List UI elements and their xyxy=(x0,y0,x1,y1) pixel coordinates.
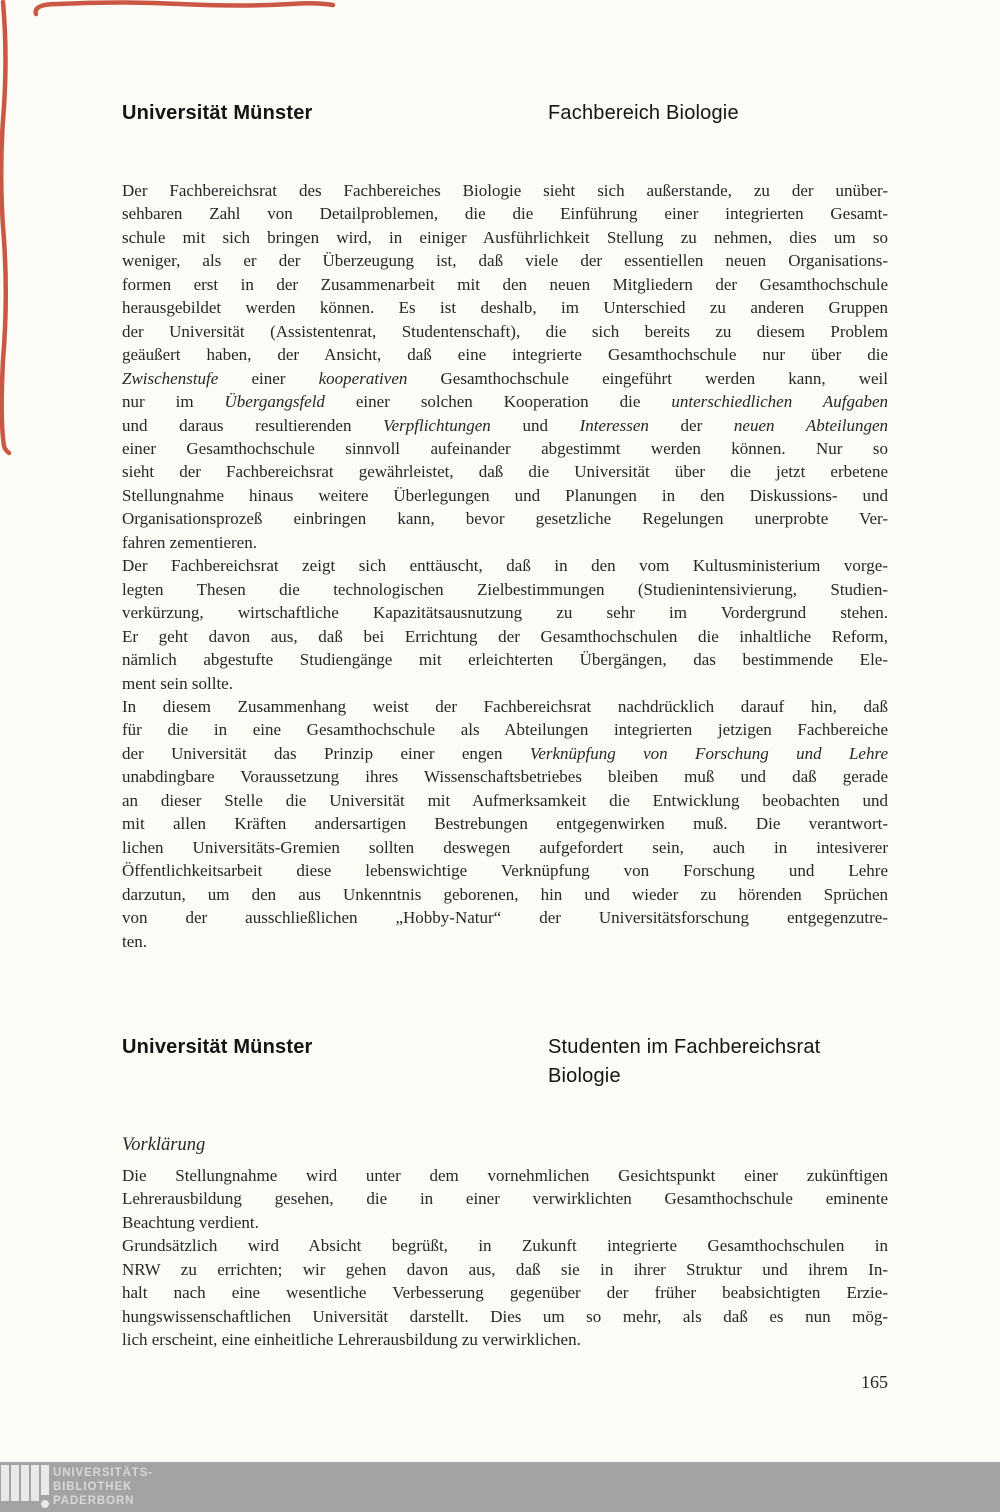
text-line: formen erst in der Zusammenarbeit mit den neuen Mitgliedern der Gesamthochschule xyxy=(122,274,888,294)
text-line: Er geht davon aus, daß bei Errichtung der Gesamthochschulen die inhaltliche Reform, xyxy=(122,626,888,646)
text-line: Lehrerausbildung gesehen, die in einer verwirklichten Gesamthochschule eminente xyxy=(122,1189,888,1209)
text-line: für die in eine Gesamthochschule als Abteilungen integrierten jetzigen Fachbereiche xyxy=(122,720,888,740)
library-logo-icon xyxy=(0,1462,50,1512)
section1-heading-right: Fachbereich Biologie xyxy=(548,102,739,124)
section2-heading-right xyxy=(548,1033,908,1091)
text-line: ment sein sollte. xyxy=(122,673,233,693)
text-line: geäußert haben, der Ansicht, daß eine integrierte Gesamthochschule nur über die xyxy=(122,345,888,365)
text-line: schule mit sich bringen wird, in einiger Ausführlichkeit Stellung zu nehmen, dies um so xyxy=(122,227,888,247)
text-line: weniger, als er der Überzeugung ist, daß viele der essentiellen neuen Organisations- xyxy=(122,251,888,271)
section2-subheading: Vorklärung xyxy=(122,1135,206,1155)
text-line: halt nach eine wesentliche Verbesserung gegenüber der früher beabsichtigten Erzie- xyxy=(122,1283,888,1303)
text-line: Die Stellungnahme wird unter dem vornehmlichen Gesichtspunkt einer zukünftigen xyxy=(122,1166,888,1185)
section1-heading-left: Universität Münster xyxy=(122,102,313,124)
text-line: legten Thesen die technologischen Zielbestimmungen (Studienintensivierung, Studien- xyxy=(122,579,888,599)
red-pen-mark-top xyxy=(36,3,333,15)
text-line: Der Fachbereichsrat zeigt sich enttäuscht, daß in den vom Kultusministerium vorge- xyxy=(122,556,888,576)
text-line: fahren zementieren. xyxy=(122,532,257,552)
section2-heading-right-line2: Biologie xyxy=(548,1065,621,1087)
text-line: lich erscheint, eine einheitliche Lehrerausbildung zu verwirklichen. xyxy=(122,1330,581,1350)
text-line: unabdingbare Voraussetzung ihres Wissenschaftsbetriebes bleiben muß und daß gerade xyxy=(122,767,888,787)
text-line: In diesem Zusammenhang weist der Fachbereichsrat nachdrücklich darauf hin, daß xyxy=(122,696,888,716)
text-line: lichen Universitäts-Gremien sollten deswegen aufgefordert sein, auch in intesiverer xyxy=(122,837,888,857)
library-footer-bar xyxy=(0,1462,1000,1512)
text-line: mit allen Kräften andersartigen Bestrebungen entgegenwirken muß. Die verantwort- xyxy=(122,814,888,834)
text-line: hungswissenschaftlichen Universität darstellt. Dies um so mehr, als daß es nun mög- xyxy=(122,1306,888,1326)
text-line: an dieser Stelle die Universität mit Aufmerksamkeit die Entwicklung beobachten und xyxy=(122,790,888,810)
section2-heading-right-line1: Studenten im Fachbereichsrat xyxy=(548,1036,821,1058)
text-line: Der Fachbereichsrat des Fachbereiches Biologie sieht sich außerstande, zu der unüber- xyxy=(122,181,888,200)
text-line: Öffentlichkeitsarbeit diese lebenswichtige Verknüpfung von Forschung und Lehre xyxy=(122,861,888,881)
text-line: und daraus resultierenden Verpflichtungen und Interessen der neuen Abteilungen xyxy=(122,415,888,435)
text-line: herausgebildet werden können. Es ist deshalb, im Unterschied zu anderen Gruppen xyxy=(122,298,888,318)
text-line: nämlich abgestufte Studiengänge mit erleichterten Übergängen, das bestimmende Ele- xyxy=(122,650,888,670)
text-line: verkürzung, wirtschaftliche Kapazitätsausnutzung zu sehr im Vordergrund stehen. xyxy=(122,603,888,623)
text-line: NRW zu errichten; wir gehen davon aus, daß sie in ihrer Struktur und ihrem In- xyxy=(122,1259,888,1279)
section2-heading-left: Universität Münster xyxy=(122,1036,313,1058)
text-line: der Universität (Assistentenrat, Studentenschaft), die sich bereits zu diesem Problem xyxy=(122,321,888,341)
library-name-line1: UNIVERSITÄTS- xyxy=(53,1467,153,1479)
text-line: einer Gesamthochschule sinnvoll aufeinander abgestimmt werden können. Nur so xyxy=(122,438,888,458)
text-line: ten. xyxy=(122,931,148,951)
text-line: Grundsätzlich wird Absicht begrüßt, in Zukunft integrierte Gesamthochschulen in xyxy=(122,1236,888,1256)
text-line: von der ausschließlichen „Hobby-Natur“ der Universitätsforschung entgegenzutre- xyxy=(122,908,888,928)
text-line: Zwischenstufe einer kooperativen Gesamthochschule eingeführt werden kann, weil xyxy=(122,368,888,388)
text-line: Organisationsprozeß einbringen kann, bevor gesetzliche Regelungen unerprobte Ver- xyxy=(122,509,888,529)
red-pen-mark-left xyxy=(1,2,9,453)
text-line: der Universität das Prinzip einer engen Verknüpfung von Forschung und Lehre xyxy=(122,743,888,763)
text-line: sieht der Fachbereichsrat gewährleistet, daß die Universität über die jetzt erbetene xyxy=(122,462,888,482)
library-name-line3: PADERBORN xyxy=(53,1495,135,1508)
text-line: nur im Übergangsfeld einer solchen Kooperation die unterschiedlichen Aufgaben xyxy=(122,392,888,412)
library-name-line2: BIBLIOTHEK xyxy=(53,1481,133,1494)
text-line: Stellungnahme hinaus weitere Überlegungen und Planungen in den Diskussions- und xyxy=(122,485,888,505)
text-line: sehbaren Zahl von Detailproblemen, die die Einführung einer integrierten Gesamt- xyxy=(122,204,888,224)
text-line: Beachtung verdient. xyxy=(122,1212,259,1232)
page-number: 165 xyxy=(861,1372,888,1392)
section2-body-text xyxy=(122,1164,888,1352)
text-line: darzutun, um den aus Unkenntnis geborenen, hin und wieder zu hörenden Sprüchen xyxy=(122,884,888,904)
section1-body-text xyxy=(122,179,888,953)
library-name xyxy=(53,1466,153,1509)
